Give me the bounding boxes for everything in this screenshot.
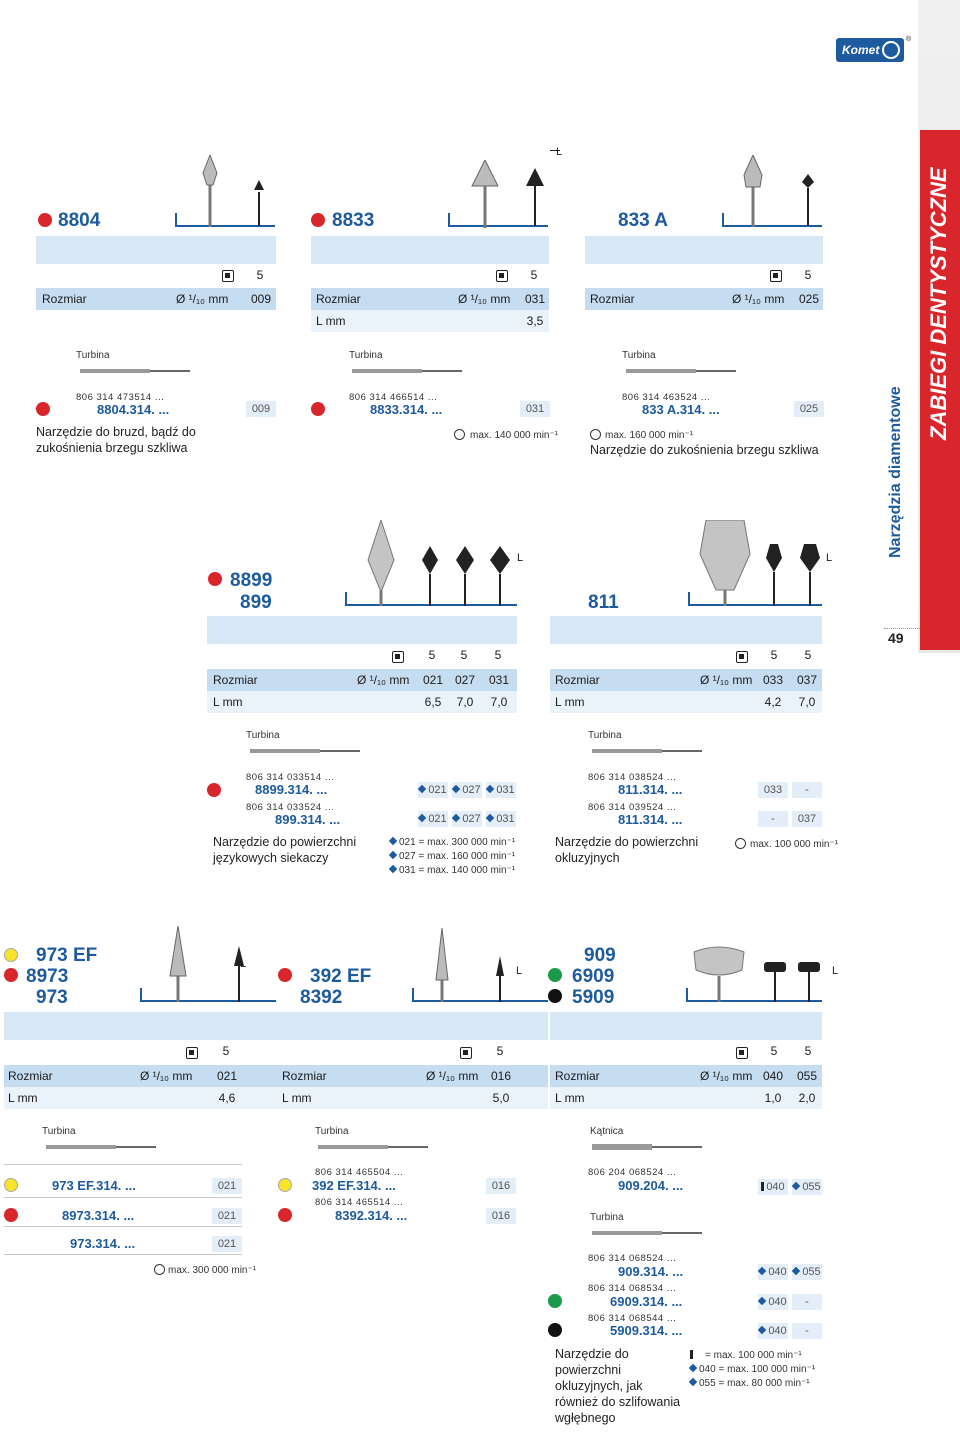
p8899-speeds-2: 031 = max. 140 000 min⁻¹	[399, 865, 516, 876]
common-turbina: Turbina	[76, 350, 110, 361]
p811-desc: Narzędzie do powierzchni okluzyjnych	[555, 835, 699, 865]
bur-8833-icon	[468, 160, 502, 228]
p909-t1: 909	[584, 945, 616, 966]
p833a-size: 025	[798, 292, 820, 306]
p833a-val: 025	[794, 401, 824, 417]
p909-code1: 909.204. ...	[618, 1178, 684, 1193]
p8899-vals-1: 027	[462, 784, 481, 796]
common-turbina: Turbina	[246, 730, 280, 741]
p8804-code: 8804.314. ...	[97, 402, 170, 417]
p8899-lmm-0: 6,5	[424, 695, 442, 709]
common-turbina: Turbina	[590, 1212, 624, 1223]
common-pack: 5	[494, 648, 502, 662]
p392-vals-1: 016	[486, 1208, 516, 1224]
common-dia_unit: Ø ¹/₁₀ mm	[140, 1069, 193, 1083]
p8899-code1: 8899.314. ...	[255, 782, 328, 797]
p811-vals2-0: -	[758, 811, 788, 827]
title-8804: 8804	[58, 210, 101, 231]
common-pack: 5	[530, 268, 538, 282]
p392-code2: 8392.314. ...	[335, 1208, 408, 1223]
common-turbina: Turbina	[588, 730, 622, 741]
common-dia_unit: Ø ¹/₁₀ mm	[357, 673, 410, 687]
common-pack: 5	[496, 1044, 504, 1058]
p811-sizes-1: 037	[796, 673, 818, 687]
p973-vals-0: 021	[212, 1178, 242, 1194]
common-pack: 5	[428, 648, 436, 662]
p909-vals2-0: 040	[768, 1266, 787, 1278]
p909-vals1-0: 040	[766, 1181, 785, 1193]
sidebar-category: ZABIEGI DENTYSTYCZNE	[926, 167, 951, 440]
p909-vals3-0: 040	[768, 1296, 787, 1308]
p392-ref2: 806 314 465514 ...	[315, 1197, 404, 1208]
p8804-ref: 806 314 473514 ...	[76, 392, 165, 403]
p909-speeds-0: = max. 100 000 min⁻¹	[705, 1350, 802, 1361]
p973-t2: 8973	[26, 966, 69, 987]
p973-codes-0: 973 EF.314. ...	[52, 1178, 136, 1193]
common-L: L	[832, 965, 839, 977]
p973-t1: 973 EF	[36, 945, 98, 966]
common-dia_unit: Ø ¹/₁₀ mm	[458, 292, 511, 306]
p909-ref4: 806 314 068544 ...	[588, 1313, 677, 1324]
p8899-title2: 899	[240, 592, 272, 613]
common-lmm: L mm	[555, 695, 585, 709]
p973-vals-2: 021	[212, 1236, 242, 1252]
p8899-speeds-0: 021 = max. 300 000 min⁻¹	[399, 837, 516, 848]
bur-973-icon	[166, 926, 190, 1002]
p8833-lmm: 3,5	[526, 314, 544, 328]
page-number: 49	[888, 630, 904, 646]
common-L: L	[516, 965, 523, 977]
p909-lmm-0: 1,0	[764, 1091, 782, 1105]
p973-lmm: 4,6	[218, 1091, 236, 1105]
p8804-size: 009	[250, 292, 272, 306]
bur-8899-icon	[364, 520, 398, 606]
common-pack: 5	[256, 268, 264, 282]
common-rozmiar: Rozmiar	[555, 673, 600, 687]
p973-codes-2: 973.314. ...	[70, 1236, 136, 1251]
common-pack: 5	[460, 648, 468, 662]
brand-logo: Komet	[842, 43, 880, 57]
common-katnica: Kątnica	[590, 1126, 624, 1137]
p811-lmm-1: 7,0	[798, 695, 816, 709]
p973-codes-1: 8973.314. ...	[62, 1208, 135, 1223]
p8899-vals-2: 031	[496, 784, 515, 796]
p811-ref2: 806 314 039524 ...	[588, 802, 677, 813]
common-pack: 5	[804, 648, 812, 662]
p8899-lmm-1: 7,0	[456, 695, 474, 709]
sidebar-subcategory: Narzędzia diamentowe	[887, 386, 904, 558]
p8899-desc: Narzędzie do powierzchni językowych siekaczy	[213, 835, 357, 865]
common-pack: 5	[804, 1044, 812, 1058]
p8833-speed: max. 140 000 min⁻¹	[470, 430, 559, 441]
common-lmm: L mm	[282, 1091, 312, 1105]
p909-sizes-0: 040	[762, 1069, 784, 1083]
p8899-ref2: 806 314 033524 ...	[246, 802, 335, 813]
p811-code1: 811.314. ...	[618, 782, 683, 797]
common-rozmiar: Rozmiar	[8, 1069, 53, 1083]
common-rozmiar: Rozmiar	[316, 292, 361, 306]
p833a-speed: max. 160 000 min⁻¹	[605, 430, 694, 441]
bur-392-icon	[432, 928, 452, 1002]
common-pack: 5	[770, 1044, 778, 1058]
p8899-vals-1: 027	[462, 813, 481, 825]
p8833-val: 031	[520, 401, 550, 417]
p8833-ref: 806 314 466514 ...	[349, 392, 438, 403]
p909-ref1: 806 204 068524 ...	[588, 1167, 677, 1178]
p909-speeds-2: 055 = max. 80 000 min⁻¹	[699, 1378, 810, 1389]
p8804-val: 009	[246, 401, 276, 417]
p392-t2: 8392	[300, 987, 343, 1008]
p909-vals4-1: -	[792, 1323, 822, 1339]
common-lmm: L mm	[555, 1091, 585, 1105]
common-rozmiar: Rozmiar	[282, 1069, 327, 1083]
p909-vals4-0: 040	[768, 1325, 787, 1337]
common-L: L	[240, 958, 247, 970]
p392-code1: 392 EF.314. ...	[312, 1178, 396, 1193]
red-dot	[38, 213, 52, 227]
p392-lmm: 5,0	[492, 1091, 510, 1105]
common-pack: 5	[804, 268, 812, 282]
p909-code4: 5909.314. ...	[610, 1323, 683, 1338]
p909-speeds-1: 040 = max. 100 000 min⁻¹	[699, 1364, 816, 1375]
p909-ref2: 806 314 068524 ...	[588, 1253, 677, 1264]
p811-ref1: 806 314 038524 ...	[588, 772, 677, 783]
komet-logo	[836, 38, 904, 62]
p8899-vals-0: 021	[428, 813, 447, 825]
p909-vals3-1: -	[792, 1294, 822, 1310]
common-dia_unit: Ø ¹/₁₀ mm	[732, 292, 785, 306]
p8899-lmm-2: 7,0	[490, 695, 508, 709]
common-lmm: L mm	[8, 1091, 38, 1105]
p8833-code: 8833.314. ...	[370, 402, 443, 417]
p909-ref3: 806 314 068534 ...	[588, 1283, 677, 1294]
p811-sizes-0: 033	[762, 673, 784, 687]
common-rozmiar: Rozmiar	[590, 292, 635, 306]
p392-size: 016	[490, 1069, 512, 1083]
bur-909-icon	[692, 946, 746, 1002]
p8899-speeds-1: 027 = max. 160 000 min⁻¹	[399, 851, 516, 862]
bur-8804-icon	[195, 155, 225, 227]
p8899-title1: 8899	[230, 570, 273, 591]
p8899-sizes-2: 031	[488, 673, 510, 687]
p973-t3: 973	[36, 987, 68, 1008]
common-turbina: Turbina	[315, 1126, 349, 1137]
bur-833a-icon	[738, 155, 768, 227]
p909-vals1-1: 055	[802, 1181, 821, 1193]
common-dia_unit: Ø ¹/₁₀ mm	[426, 1069, 479, 1083]
p973-size: 021	[216, 1069, 238, 1083]
common-turbina: Turbina	[349, 350, 383, 361]
common-rozmiar: Rozmiar	[42, 292, 87, 306]
p811-speed: max. 100 000 min⁻¹	[750, 839, 839, 850]
p909-sizes-1: 055	[796, 1069, 818, 1083]
p811-lmm-0: 4,2	[764, 695, 782, 709]
common-pack: 5	[222, 1044, 230, 1058]
p8899-sizes-0: 021	[422, 673, 444, 687]
p8899-code2: 899.314. ...	[275, 812, 341, 827]
p833a-ref: 806 314 463524 ...	[622, 392, 711, 403]
title-833a: 833 A	[618, 210, 668, 231]
p811-vals1-1: -	[792, 782, 822, 798]
p909-vals2-1: 055	[802, 1266, 821, 1278]
p909-code3: 6909.314. ...	[610, 1294, 683, 1309]
common-dia_unit: Ø ¹/₁₀ mm	[700, 1069, 753, 1083]
p909-lmm-1: 2,0	[798, 1091, 816, 1105]
p392-vals-0: 016	[486, 1178, 516, 1194]
common-L: L	[517, 552, 524, 564]
p8899-vals-2: 031	[496, 813, 515, 825]
common-lmm: L mm	[316, 314, 346, 328]
common-turbina: Turbina	[42, 1126, 76, 1137]
p8899-ref1: 806 314 033514 ...	[246, 772, 335, 783]
p392-ref1: 806 314 465504 ...	[315, 1167, 404, 1178]
p833a-code: 833 A.314. ...	[642, 402, 720, 417]
common-rozmiar: Rozmiar	[555, 1069, 600, 1083]
p8899-sizes-1: 027	[454, 673, 476, 687]
p811-vals2-1: 037	[792, 811, 822, 827]
common-dia_unit: Ø ¹/₁₀ mm	[176, 292, 229, 306]
bur-811-icon	[698, 520, 752, 606]
p973-vals-1: 021	[212, 1208, 242, 1224]
p909-t2: 6909	[572, 966, 615, 987]
title-8833: 8833	[332, 210, 375, 231]
common-L: L	[826, 552, 833, 564]
p8833-size: 031	[524, 292, 546, 306]
p811-vals1-0: 033	[758, 782, 788, 798]
common-L: L	[556, 146, 563, 158]
p833a-desc: Narzędzie do zukośnienia brzegu szkliwa	[590, 443, 819, 457]
common-pack: 5	[770, 648, 778, 662]
p392-t1: 392 EF	[310, 966, 372, 987]
p973-speed: max. 300 000 min⁻¹	[168, 1265, 257, 1276]
common-turbina: Turbina	[622, 350, 656, 361]
common-dia_unit: Ø ¹/₁₀ mm	[700, 673, 753, 687]
common-lmm: L mm	[213, 695, 243, 709]
brand-reg: ®	[906, 36, 912, 43]
p909-t3: 5909	[572, 987, 615, 1008]
p909-desc: Narzędzie do powierzchni okluzyjnych, jak również do szlifowania wgłębnego	[555, 1347, 681, 1425]
common-rozmiar: Rozmiar	[213, 673, 258, 687]
p8899-vals-0: 021	[428, 784, 447, 796]
p811-code2: 811.314. ...	[618, 812, 683, 827]
p811-title: 811	[588, 592, 619, 613]
p8804-desc: Narzędzie do bruzd, bądź do zukośnienia brzegu szkliwa	[36, 425, 196, 455]
p909-code2: 909.314. ...	[618, 1264, 684, 1279]
